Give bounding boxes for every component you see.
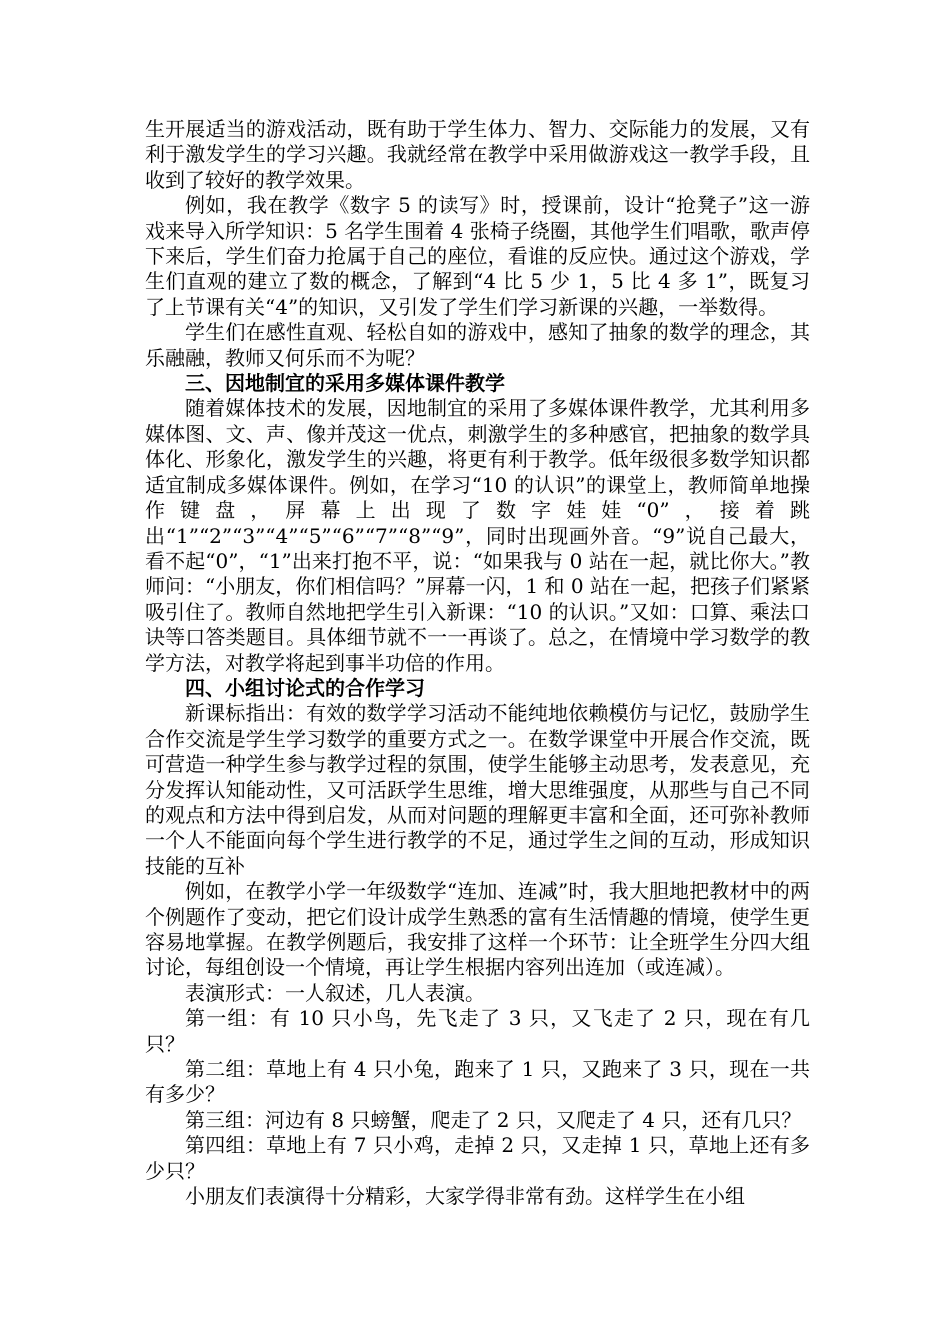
paragraph-group-1: 第一组：有 10 只小鸟，先飞走了 3 只，又飞走了 2 只，现在有几只？	[145, 1006, 810, 1056]
document-page	[145, 117, 810, 1209]
paragraph-example-addition: 例如，在教学小学一年级数学“连加、连减”时，我大胆地把教材中的两个例题作了变动，把它们设计成学生熟悉的富有生活情趣的情境，使学生更容易地掌握。在教学例题后，我安排了这样一个环节：让全班学生分四大组讨论，每组创设一个情境，再让学生根据内容列出连加（或连减）。	[145, 879, 810, 980]
paragraph-group-3: 第三组：河边有 8 只螃蟹，爬走了 2 只，又爬走了 4 只，还有几只？	[185, 1107, 802, 1132]
paragraph-example-chair-game: 例如，我在教学《数字 5 的读写》时，授课前，设计“抢凳子”这一游戏来导入所学知识：5 名学生围着 4 张椅子绕圈，其他学生们唱歌，歌声停下来后，学生们奋力抢属于自己的座位，看谁的反应快。通过这个游戏，学生们直观的建立了数的概念，了解到“4 比 5 少 1，5 比 4 多 1”，既复习了上节课有关“4”的知识，又引发了学生们学习新课的兴趣，一举数得。	[145, 193, 810, 319]
paragraph-games-conclusion: 学生们在感性直观、轻松自如的游戏中，感知了抽象的数学的理念，其乐融融，教师又何乐而不为呢？	[145, 320, 810, 370]
paragraph-games-intro: 生开展适当的游戏活动，既有助于学生体力、智力、交际能力的发展，又有利于激发学生的学习兴趣。我就经常在教学中采用做游戏这一教学手段，且收到了较好的教学效果。	[145, 117, 810, 192]
paragraph-group-2: 第二组：草地上有 4 只小兔，跑来了 1 只，又跑来了 3 只，现在一共有多少？	[145, 1057, 810, 1107]
paragraph-multimedia: 随着媒体技术的发展，因地制宜的采用了多媒体课件教学，尤其利用多媒体图、文、声、像并茂这一优点，刺激学生的多种感官，把抽象的数学具体化、形象化，激发学生的兴趣，将更有利于教学。低年级很多数学知识都适宜制成多媒体课件。例如，在学习“10 的认识”的课堂上，教师简单地操作键盘，屏幕上出现了数字娃娃“0”，接着跳出“1”“2”“3”“4”“5”“6”“7”“8”“9”，同时出现画外音。“9”说自己最大，看不起“0”，“1”出来打抱不平，说：“如果我与 0 站在一起，就比你大。”教师问：“小朋友，你们相信吗？”屏幕一闪，1 和 0 站在一起，把孩子们紧紧吸引住了。教师自然地把学生引入新课：“10 的认识。”又如：口算、乘法口诀等口答类题目。具体细节就不一一再谈了。总之，在情境中学习数学的教学方法，对教学将起到事半功倍的作用。	[145, 396, 810, 675]
section-heading-multimedia: 三、因地制宜的采用多媒体课件教学	[185, 371, 505, 396]
paragraph-performance-form: 表演形式：一人叙述，几人表演。	[185, 980, 485, 1005]
paragraph-group-4: 第四组：草地上有 7 只小鸡，走掉 2 只，又走掉 1 只，草地上还有多少只？	[145, 1133, 810, 1183]
section-heading-group-discussion: 四、小组讨论式的合作学习	[185, 675, 425, 700]
paragraph-cooperative-learning: 新课标指出：有效的数学学习活动不能纯地依赖模仿与记忆，鼓励学生合作交流是学生学习数学的重要方式之一。在数学课堂中开展合作交流，既可营造一种学生参与教学过程的氛围，使学生能够主动思考，发表意见，充分发挥认知能动性，又可活跃学生思维，增大思维强度，从那些与自己不同的观点和方法中得到启发，从而对问题的理解更丰富和全面，还可弥补教师一个人不能面向每个学生进行教学的不足，通过学生之间的互动，形成知识技能的互补	[145, 701, 810, 878]
paragraph-performance-result: 小朋友们表演得十分精彩，大家学得非常有劲。这样学生在小组	[185, 1184, 745, 1209]
